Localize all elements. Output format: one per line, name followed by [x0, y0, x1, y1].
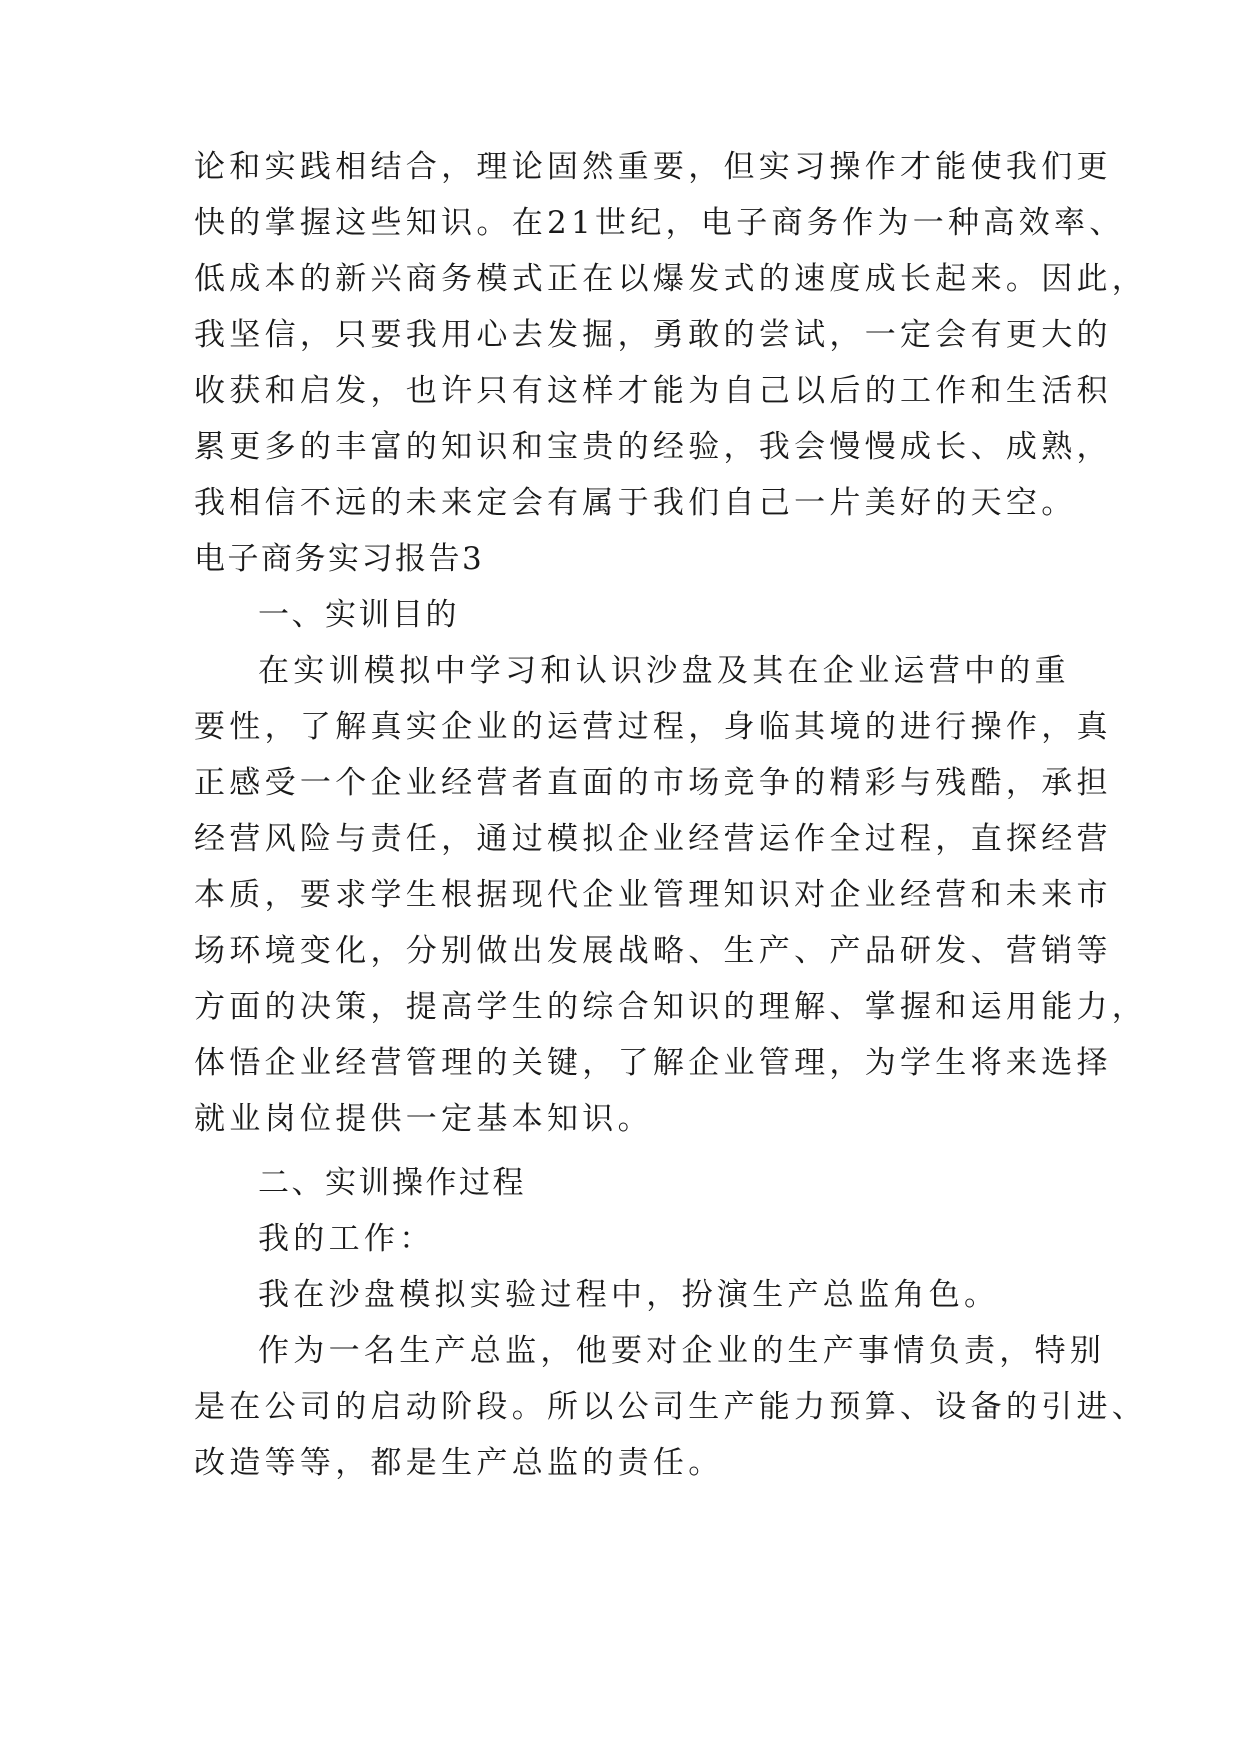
text-line: 方面的决策，提高学生的综合知识的理解、掌握和运用能力， [194, 989, 1148, 1025]
text-line: 我坚信，只要我用心去发掘，勇敢的尝试，一定会有更大的 [194, 317, 1112, 353]
text-line: 体悟企业经营管理的关键，了解企业管理，为学生将来选择 [194, 1045, 1112, 1081]
text-line: 累更多的丰富的知识和宝贵的经验，我会慢慢成长、成熟， [194, 429, 1112, 465]
text-line: 是在公司的启动阶段。所以公司生产能力预算、设备的引进、 [194, 1389, 1148, 1425]
report-title: 电子商务实习报告3 [194, 541, 485, 577]
text-line: 作为一名生产总监，他要对企业的生产事情负责，特别 [258, 1333, 1106, 1369]
text-line: 收获和启发，也许只有这样才能为自己以后的工作和生活积 [194, 373, 1112, 409]
text-line: 我相信不远的未来定会有属于我们自己一片美好的天空。 [194, 485, 1077, 521]
text-line: 快的掌握这些知识。在21世纪，电子商务作为一种高效率、 [194, 205, 1125, 241]
text-line: 要性，了解真实企业的运营过程，身临其境的进行操作，真 [194, 709, 1112, 745]
text-line: 经营风险与责任，通过模拟企业经营运作全过程，直探经营 [194, 821, 1112, 857]
role-sentence: 我在沙盘模拟实验过程中，扮演生产总监角色。 [258, 1277, 1000, 1313]
text-line: 论和实践相结合，理论固然重要，但实习操作才能使我们更 [194, 149, 1112, 185]
my-work-label: 我的工作： [258, 1221, 435, 1257]
text-line: 本质，要求学生根据现代企业管理知识对企业经营和未来市 [194, 877, 1112, 913]
text-line: 就业岗位提供一定基本知识。 [194, 1101, 653, 1137]
text-line: 低成本的新兴商务模式正在以爆发式的速度成长起来。因此， [194, 261, 1148, 297]
section-heading-operation-process: 二、实训操作过程 [258, 1165, 526, 1201]
text-line: 场环境变化，分别做出发展战略、生产、产品研发、营销等 [194, 933, 1112, 969]
text-line: 正感受一个企业经营者直面的市场竞争的精彩与残酷，承担 [194, 765, 1112, 801]
section-heading-training-purpose: 一、实训目的 [258, 597, 459, 633]
text-line: 改造等等，都是生产总监的责任。 [194, 1445, 724, 1481]
text-line: 在实训模拟中学习和认识沙盘及其在企业运营中的重 [258, 653, 1070, 689]
